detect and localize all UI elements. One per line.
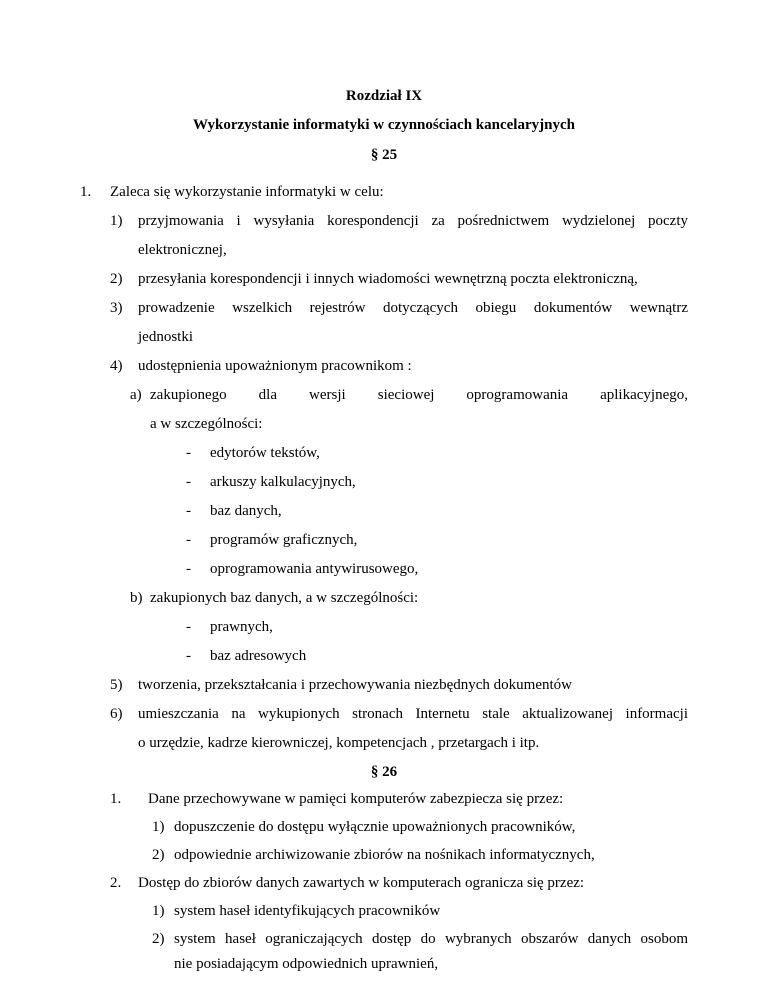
- s25-a-bullet-3: baz danych,: [210, 503, 282, 519]
- s26-p2-item1-number: 1): [152, 903, 165, 919]
- list-dash: -: [186, 445, 191, 461]
- s26-p2-item1-text: system haseł identyfikujących pracowników: [174, 903, 441, 919]
- s25-item1-line2: elektronicznej,: [138, 242, 227, 258]
- list-dash: -: [186, 648, 191, 664]
- s26-p2-number: 2.: [110, 875, 122, 891]
- chapter-title: Wykorzystanie informatyki w czynnościach kancelaryjnych: [193, 117, 575, 133]
- s25-item5-number: 5): [110, 677, 123, 693]
- s26-p1-number: 1.: [110, 791, 122, 807]
- s25-a-bullet-1: edytorów tekstów,: [210, 445, 320, 461]
- s26-p1-item2-text: odpowiednie archiwizowanie zbiorów na nośnikach informatycznych,: [174, 847, 595, 863]
- s25-item4-number: 4): [110, 358, 123, 374]
- s25-item2-text: przesyłania korespondencji i innych wiadomości wewnętrzną poczta elektroniczną,: [138, 271, 638, 287]
- s25-a-bullet-5: oprogramowania antywirusowego,: [210, 561, 419, 577]
- s26-p1-item1-number: 1): [152, 819, 165, 835]
- s25-item3-line1: prowadzenie wszelkich rejestrów dotyczących obiegu dokumentów wewnątrz: [138, 300, 688, 316]
- s25-item3-number: 3): [110, 300, 123, 316]
- section-26-heading: § 26: [370, 764, 398, 780]
- s25-item6-line1: umieszczania na wykupionych stronach Internetu stale aktualizowanej informacji: [138, 706, 688, 722]
- list-dash: -: [186, 532, 191, 548]
- list-dash: -: [186, 561, 191, 577]
- s25-item3-line2: jednostki: [138, 329, 193, 345]
- s26-p2-text: Dostęp do zbiorów danych zawartych w komputerach ogranicza się przez:: [138, 875, 585, 891]
- list-dash: -: [186, 619, 191, 635]
- s25-p1-number: 1.: [80, 184, 92, 200]
- s26-p1-item2-number: 2): [152, 847, 165, 863]
- s25-item4-text: udostępnienia upoważnionym pracownikom :: [138, 358, 412, 374]
- s26-p2-item2-line2: nie posiadającym odpowiednich uprawnień,: [174, 956, 439, 972]
- list-dash: -: [186, 503, 191, 519]
- s25-subitem-a-line2: a w szczególności:: [150, 416, 263, 432]
- chapter-heading: Rozdział IX: [345, 88, 423, 104]
- s25-b-bullet-2: baz adresowych: [210, 648, 307, 664]
- s25-b-bullet-1: prawnych,: [210, 619, 273, 635]
- s25-item5-text: tworzenia, przekształcania i przechowywania niezbędnych dokumentów: [138, 677, 572, 693]
- s26-p2-item2-number: 2): [152, 931, 165, 947]
- section-25-heading: § 25: [370, 147, 398, 163]
- s25-a-bullet-4: programów graficznych,: [210, 532, 358, 548]
- s26-p2-item2-line1: system haseł ograniczających dostęp do wybranych obszarów danych osobom: [174, 931, 688, 947]
- s25-a-bullet-2: arkuszy kalkulacyjnych,: [210, 474, 356, 490]
- list-dash: -: [186, 474, 191, 490]
- s25-subitem-b-letter: b): [130, 590, 143, 606]
- s25-item2-number: 2): [110, 271, 123, 287]
- s25-p1-text: Zaleca się wykorzystanie informatyki w celu:: [110, 184, 384, 200]
- s25-item6-number: 6): [110, 706, 123, 722]
- s25-subitem-a-letter: a): [130, 387, 142, 403]
- s25-item1-line1: przyjmowania i wysyłania korespondencji za pośrednictwem wydzielonej poczty: [138, 213, 688, 229]
- s25-subitem-b-text: zakupionych baz danych, a w szczególności:: [150, 590, 419, 606]
- s26-p1-text: Dane przechowywane w pamięci komputerów zabezpiecza się przez:: [148, 791, 564, 807]
- s26-p1-item1-text: dopuszczenie do dostępu wyłącznie upoważnionych pracowników,: [174, 819, 576, 835]
- s25-item1-number: 1): [110, 213, 123, 229]
- s25-item6-line2: o urzędzie, kadrze kierowniczej, kompetencjach , przetargach i itp.: [138, 735, 540, 751]
- s25-subitem-a-line1: zakupionego dla wersji sieciowej oprogramowania aplikacyjnego,: [150, 387, 688, 403]
